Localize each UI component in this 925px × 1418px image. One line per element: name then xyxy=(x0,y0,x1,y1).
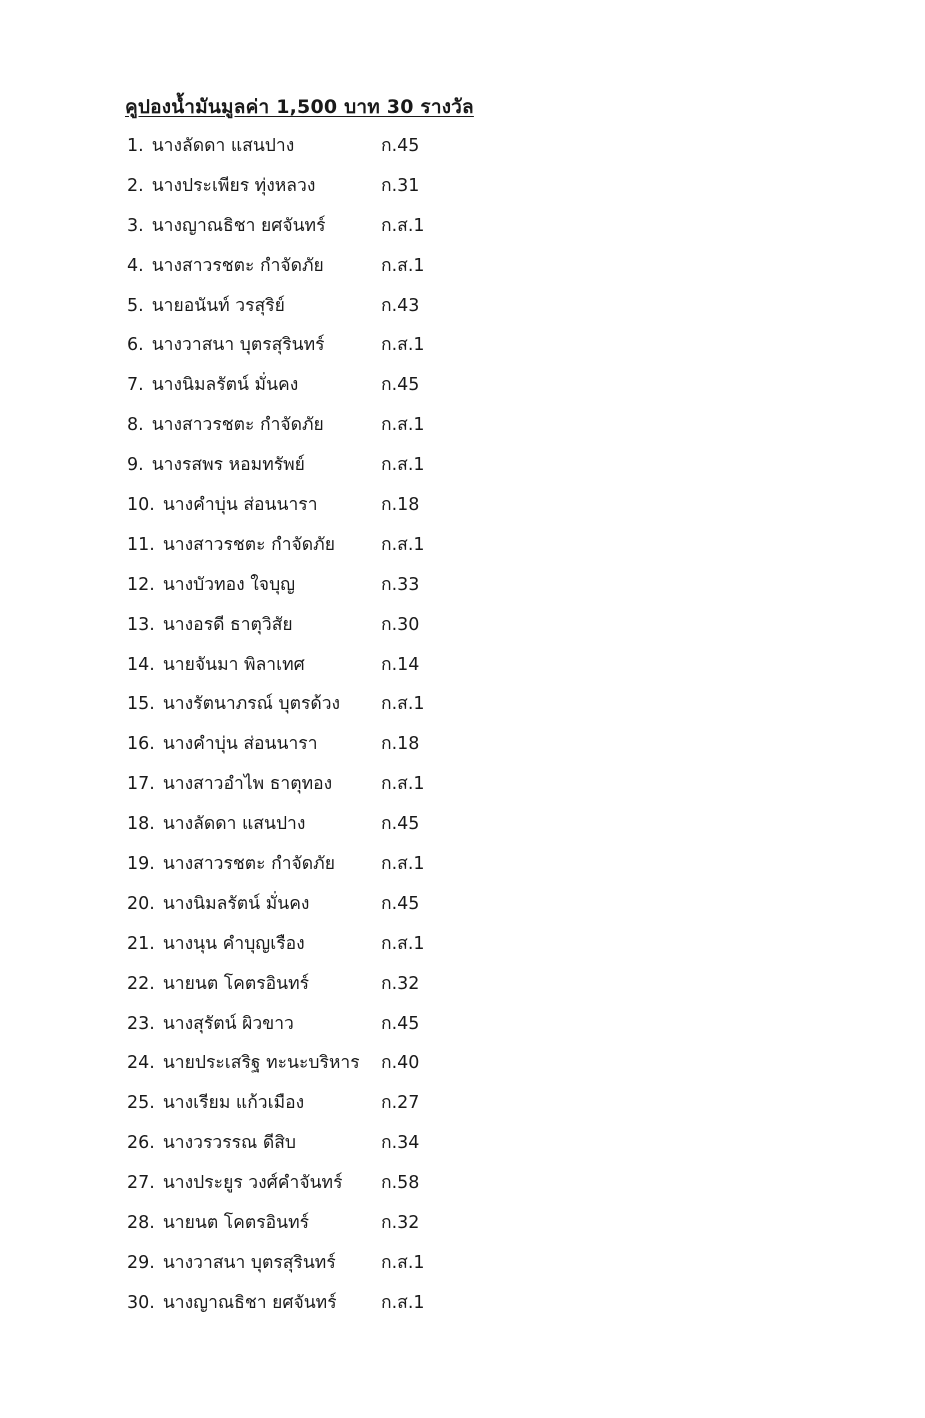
winner-unit: ก.27 xyxy=(381,1093,420,1114)
winner-name: นางลัดดา แสนปาง xyxy=(151,136,295,156)
winner-unit: ก.18 xyxy=(381,495,420,516)
winner-name: นางนิมลรัตน์ มั่นคง xyxy=(162,893,310,914)
winner-unit: ก.32 xyxy=(381,1213,420,1234)
list-item xyxy=(127,1127,547,1167)
winner-name: นางรัตนาภรณ์ บุตรด้วง xyxy=(162,694,341,715)
list-item xyxy=(127,290,547,330)
winner-name: นางสุรัตน์ ผิวขาว xyxy=(162,1013,294,1034)
list-item xyxy=(127,569,547,609)
item-number: 3. xyxy=(127,215,144,236)
list-item xyxy=(127,1287,547,1327)
item-number: 21. xyxy=(127,933,155,954)
list-item xyxy=(127,529,547,569)
list-item xyxy=(127,1008,547,1048)
list-item xyxy=(127,888,547,928)
item-number: 27. xyxy=(127,1173,155,1194)
winner-unit: ก.40 xyxy=(381,1053,420,1074)
item-number: 5. xyxy=(127,295,144,316)
item-number: 1. xyxy=(127,136,144,156)
winner-name: นางนุน คำบุญเรือง xyxy=(162,933,305,954)
list-item xyxy=(127,1207,547,1247)
winner-unit: ก.ส.1 xyxy=(381,854,425,875)
item-number: 6. xyxy=(127,335,144,356)
item-number: 28. xyxy=(127,1213,155,1234)
list-item xyxy=(127,329,547,369)
item-number: 24. xyxy=(127,1053,155,1074)
winner-name: นางเรียม แก้วเมือง xyxy=(162,1093,305,1114)
winner-unit: ก.ส.1 xyxy=(381,774,425,795)
winner-name: นายนต โคตรอินทร์ xyxy=(162,973,310,994)
winner-unit: ก.31 xyxy=(381,175,420,196)
item-number: 23. xyxy=(127,1013,155,1034)
winner-unit: ก.ส.1 xyxy=(381,1252,425,1273)
winner-unit: ก.ส.1 xyxy=(381,933,425,954)
winner-name: นางสาวอำไพ ธาตุทอง xyxy=(162,774,333,795)
winner-name: นายอนันท์ วรสุริย์ xyxy=(151,295,285,316)
winner-unit: ก.58 xyxy=(381,1173,420,1194)
winner-name: นางประเพียร ทุ่งหลวง xyxy=(151,175,316,196)
list-item xyxy=(127,768,547,808)
item-number: 19. xyxy=(127,854,155,875)
item-number: 17. xyxy=(127,774,155,795)
item-number: 2. xyxy=(127,175,144,196)
item-number: 11. xyxy=(127,534,155,555)
list-item xyxy=(127,848,547,888)
list-item xyxy=(127,210,547,250)
winner-name: นางสาวรชตะ กำจัดภัย xyxy=(151,255,324,276)
list-item xyxy=(127,688,547,728)
item-number: 8. xyxy=(127,415,144,436)
winner-unit: ก.45 xyxy=(381,814,420,835)
list-item xyxy=(127,728,547,768)
winner-name: นางญาณธิชา ยศจันทร์ xyxy=(162,1292,337,1313)
winner-unit: ก.ส.1 xyxy=(381,534,425,555)
item-number: 18. xyxy=(127,814,155,835)
winner-name: นางสาวรชตะ กำจัดภัย xyxy=(162,854,335,875)
winner-name: นางสาวรชตะ กำจัดภัย xyxy=(151,415,324,436)
item-number: 22. xyxy=(127,973,155,994)
list-item xyxy=(127,1167,547,1207)
list-item xyxy=(127,1087,547,1127)
list-item xyxy=(127,1247,547,1287)
winner-name: นางวาสนา บุตรสุรินทร์ xyxy=(162,1252,336,1273)
document-title: คูปองน้ำมันมูลค่า 1,500 บาท 30 รางวัล xyxy=(125,96,474,118)
winner-name: นางนิมลรัตน์ มั่นคง xyxy=(151,375,299,396)
item-number: 9. xyxy=(127,455,144,476)
item-number: 4. xyxy=(127,255,144,276)
winner-unit: ก.45 xyxy=(381,136,420,156)
item-number: 7. xyxy=(127,375,144,396)
winner-name: นางรสพร หอมทรัพย์ xyxy=(151,455,305,476)
winner-list xyxy=(127,130,547,1327)
winner-unit: ก.ส.1 xyxy=(381,694,425,715)
winner-name: นางวาสนา บุตรสุรินทร์ xyxy=(151,335,325,356)
list-item xyxy=(127,369,547,409)
item-number: 29. xyxy=(127,1252,155,1273)
winner-unit: ก.18 xyxy=(381,734,420,755)
winner-name: นายนต โคตรอินทร์ xyxy=(162,1213,310,1234)
winner-unit: ก.ส.1 xyxy=(381,455,425,476)
winner-unit: ก.45 xyxy=(381,1013,420,1034)
winner-unit: ก.ส.1 xyxy=(381,415,425,436)
winner-unit: ก.ส.1 xyxy=(381,255,425,276)
winner-unit: ก.14 xyxy=(381,654,420,675)
winner-name: นางอรดี ธาตุวิสัย xyxy=(162,614,293,635)
list-item xyxy=(127,449,547,489)
list-item xyxy=(127,928,547,968)
winner-name: นางญาณธิชา ยศจันทร์ xyxy=(151,215,326,236)
winner-unit: ก.45 xyxy=(381,893,420,914)
winner-name: นางประยูร วงศ์คำจันทร์ xyxy=(162,1173,343,1194)
winner-unit: ก.34 xyxy=(381,1133,420,1154)
item-number: 14. xyxy=(127,654,155,675)
winner-unit: ก.ส.1 xyxy=(381,1292,425,1313)
winner-unit: ก.ส.1 xyxy=(381,335,425,356)
item-number: 12. xyxy=(127,574,155,595)
list-item xyxy=(127,409,547,449)
item-number: 13. xyxy=(127,614,155,635)
winner-unit: ก.33 xyxy=(381,574,420,595)
winner-unit: ก.45 xyxy=(381,375,420,396)
winner-unit: ก.30 xyxy=(381,614,420,635)
winner-unit: ก.43 xyxy=(381,295,420,316)
item-number: 30. xyxy=(127,1292,155,1313)
list-item xyxy=(127,170,547,210)
item-number: 20. xyxy=(127,893,155,914)
item-number: 10. xyxy=(127,495,155,516)
winner-name: นายจันมา พิลาเทศ xyxy=(162,654,305,675)
list-item xyxy=(127,649,547,689)
list-item xyxy=(127,489,547,529)
winner-unit: ก.32 xyxy=(381,973,420,994)
list-item xyxy=(127,808,547,848)
item-number: 25. xyxy=(127,1093,155,1114)
list-item xyxy=(127,968,547,1008)
winner-name: นางวรวรรณ ดีสิบ xyxy=(162,1133,296,1154)
list-item xyxy=(127,1047,547,1087)
winner-name: นางบัวทอง ใจบุญ xyxy=(162,574,296,595)
list-item xyxy=(127,609,547,649)
item-number: 16. xyxy=(127,734,155,755)
winner-name: นางสาวรชตะ กำจัดภัย xyxy=(162,534,335,555)
winner-name: นางคำบุ่น ส่อนนารา xyxy=(162,495,318,516)
winner-name: นายประเสริฐ ทะนะบริหาร xyxy=(162,1053,360,1074)
winner-name: นางลัดดา แสนปาง xyxy=(162,814,306,835)
list-item xyxy=(127,130,547,170)
list-item xyxy=(127,250,547,290)
winner-name: นางคำบุ่น ส่อนนารา xyxy=(162,734,318,755)
item-number: 26. xyxy=(127,1133,155,1154)
item-number: 15. xyxy=(127,694,155,715)
winner-unit: ก.ส.1 xyxy=(381,215,425,236)
